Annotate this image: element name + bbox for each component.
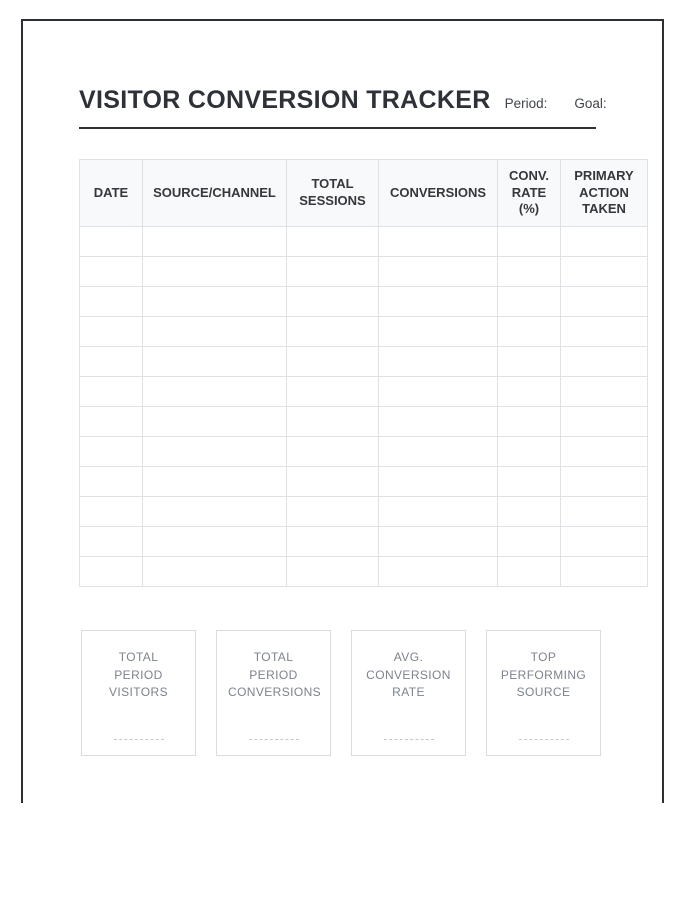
table-cell[interactable] <box>80 437 143 467</box>
table-cell[interactable] <box>379 287 498 317</box>
table-cell[interactable] <box>80 287 143 317</box>
table-cell[interactable] <box>143 347 287 377</box>
table-cell[interactable] <box>561 557 648 587</box>
table-cell[interactable] <box>379 497 498 527</box>
table-cell[interactable] <box>80 497 143 527</box>
table-cell[interactable] <box>143 227 287 257</box>
table-cell[interactable] <box>379 347 498 377</box>
table-cell[interactable] <box>379 377 498 407</box>
table-cell[interactable] <box>561 287 648 317</box>
table-cell[interactable] <box>379 527 498 557</box>
summary-boxes <box>81 630 648 756</box>
table-row <box>80 347 648 377</box>
table-row <box>80 407 648 437</box>
table-cell[interactable] <box>498 347 561 377</box>
table-cell[interactable] <box>379 437 498 467</box>
table-row <box>80 557 648 587</box>
table-cell[interactable] <box>498 467 561 497</box>
column-header: CONV. RATE (%) <box>498 160 561 227</box>
table-cell[interactable] <box>287 347 379 377</box>
table-cell[interactable] <box>80 407 143 437</box>
goal-label: Goal: <box>574 96 607 111</box>
summary-box <box>216 630 331 756</box>
column-header: TOTAL SESSIONS <box>287 160 379 227</box>
table-cell[interactable] <box>80 467 143 497</box>
table-cell[interactable] <box>379 557 498 587</box>
table-cell[interactable] <box>561 377 648 407</box>
value-placeholder-dashes[interactable] <box>384 739 434 740</box>
table-cell[interactable] <box>379 467 498 497</box>
table-cell[interactable] <box>379 317 498 347</box>
table-cell[interactable] <box>498 257 561 287</box>
table-cell[interactable] <box>498 527 561 557</box>
table-cell[interactable] <box>498 317 561 347</box>
table-cell[interactable] <box>379 257 498 287</box>
table-row <box>80 527 648 557</box>
column-header: CONVERSIONS <box>379 160 498 227</box>
header-row <box>80 160 648 227</box>
table-cell[interactable] <box>498 497 561 527</box>
table-body <box>80 227 648 587</box>
table-cell[interactable] <box>287 557 379 587</box>
table-cell[interactable] <box>379 407 498 437</box>
table-cell[interactable] <box>80 377 143 407</box>
table-cell[interactable] <box>80 347 143 377</box>
table-cell[interactable] <box>561 527 648 557</box>
value-placeholder-dashes[interactable] <box>519 739 569 740</box>
table-cell[interactable] <box>498 287 561 317</box>
table-row <box>80 317 648 347</box>
table-row <box>80 497 648 527</box>
table-cell[interactable] <box>143 467 287 497</box>
table-cell[interactable] <box>143 257 287 287</box>
summary-box <box>486 630 601 756</box>
title-underline <box>79 127 596 129</box>
table-row <box>80 437 648 467</box>
summary-box-label: TOP PERFORMING SOURCE <box>500 650 587 699</box>
table-cell[interactable] <box>143 407 287 437</box>
summary-box <box>81 630 196 756</box>
table-cell[interactable] <box>287 257 379 287</box>
summary-box-label: TOTAL PERIOD CONVERSIONS <box>228 650 322 699</box>
title-row <box>79 86 648 115</box>
table-cell[interactable] <box>498 407 561 437</box>
table-row <box>80 257 648 287</box>
table-cell[interactable] <box>287 437 379 467</box>
table-cell[interactable] <box>498 557 561 587</box>
conversion-table <box>79 159 648 587</box>
table-cell[interactable] <box>561 407 648 437</box>
table-cell[interactable] <box>287 407 379 437</box>
table-cell[interactable] <box>379 227 498 257</box>
table-cell[interactable] <box>143 527 287 557</box>
table-cell[interactable] <box>80 557 143 587</box>
table-cell[interactable] <box>498 437 561 467</box>
table-cell[interactable] <box>287 467 379 497</box>
table-cell[interactable] <box>287 287 379 317</box>
page-content <box>23 21 662 756</box>
table-row <box>80 227 648 257</box>
summary-box <box>351 630 466 756</box>
period-label: Period: <box>504 96 548 111</box>
table-cell[interactable] <box>561 467 648 497</box>
table-head <box>80 160 648 227</box>
table-cell[interactable] <box>143 317 287 347</box>
table-cell[interactable] <box>287 527 379 557</box>
value-placeholder-dashes[interactable] <box>249 739 299 740</box>
table-row <box>80 377 648 407</box>
table-cell[interactable] <box>498 377 561 407</box>
table-cell[interactable] <box>287 317 379 347</box>
table-cell[interactable] <box>80 257 143 287</box>
table-row <box>80 287 648 317</box>
table-cell[interactable] <box>143 497 287 527</box>
table-cell[interactable] <box>561 437 648 467</box>
table-cell[interactable] <box>561 347 648 377</box>
table-cell[interactable] <box>561 257 648 287</box>
summary-box-label: TOTAL PERIOD VISITORS <box>109 650 168 699</box>
column-header: PRIMARY ACTION TAKEN <box>561 160 648 227</box>
table-cell[interactable] <box>143 557 287 587</box>
table-cell[interactable] <box>287 227 379 257</box>
table-cell[interactable] <box>143 377 287 407</box>
table-cell[interactable] <box>80 317 143 347</box>
column-header: SOURCE/CHANNEL <box>143 160 287 227</box>
value-placeholder-dashes[interactable] <box>114 739 164 740</box>
table-row <box>80 467 648 497</box>
table-cell[interactable] <box>143 437 287 467</box>
table-cell[interactable] <box>561 227 648 257</box>
table-cell[interactable] <box>143 287 287 317</box>
table-cell[interactable] <box>80 227 143 257</box>
table-cell[interactable] <box>287 377 379 407</box>
summary-box-label: AVG. CONVERSION RATE <box>366 650 451 699</box>
document-page <box>21 19 664 803</box>
column-header: DATE <box>80 160 143 227</box>
table-cell[interactable] <box>561 317 648 347</box>
page-title: VISITOR CONVERSION TRACKER <box>79 86 491 114</box>
table-cell[interactable] <box>498 227 561 257</box>
table-cell[interactable] <box>80 527 143 557</box>
table-cell[interactable] <box>287 497 379 527</box>
table-cell[interactable] <box>561 497 648 527</box>
